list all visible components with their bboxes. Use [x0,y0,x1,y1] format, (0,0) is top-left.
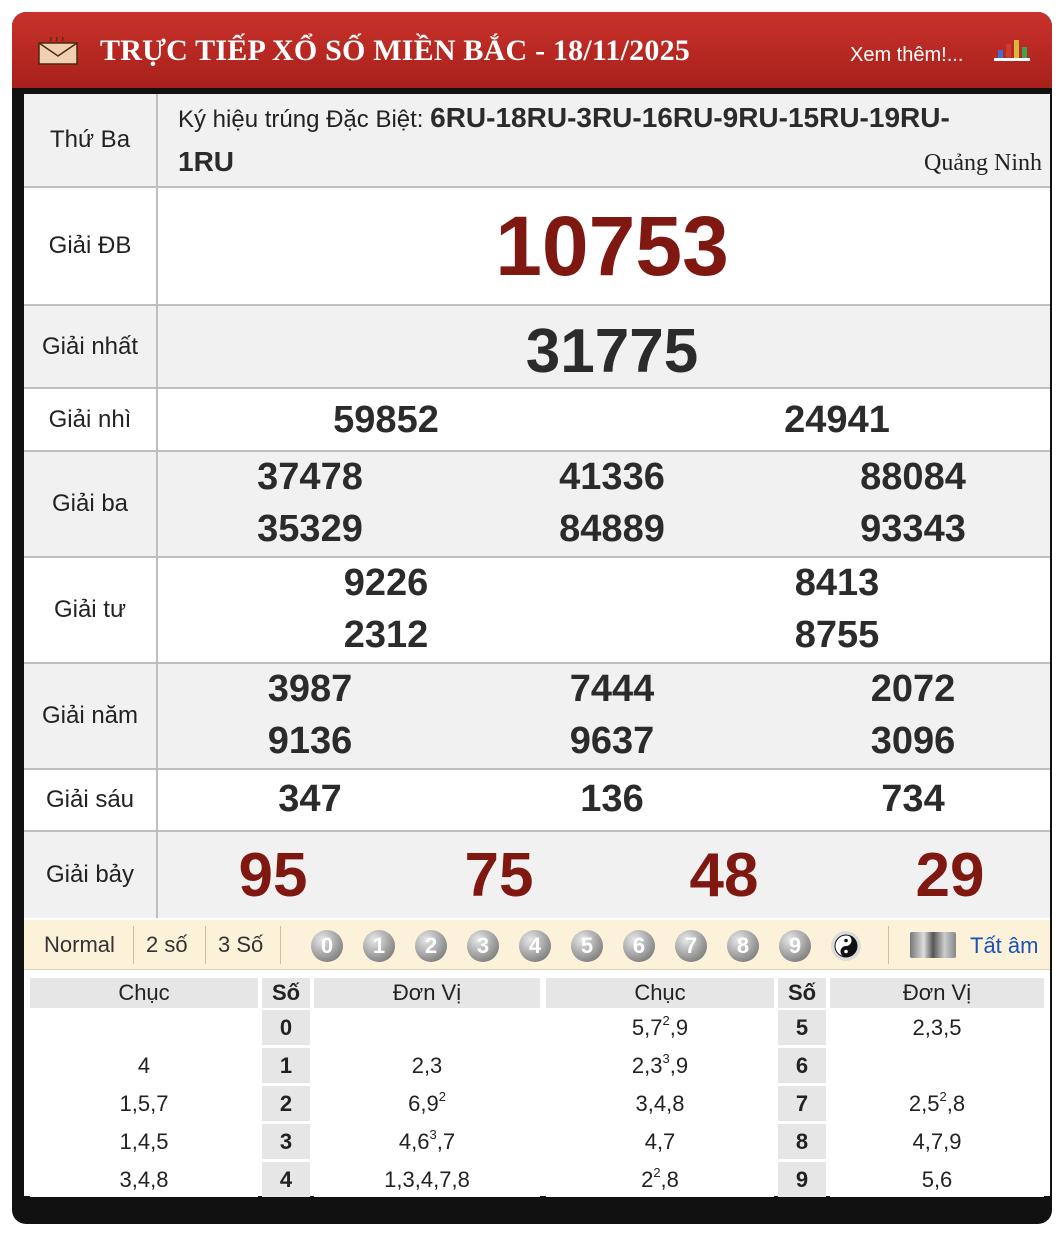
loto-donvi-cell: 2,3 [314,1048,540,1083]
col-header-chuc: Chục [30,978,258,1008]
prize-row-nhat [24,306,1050,389]
col-header-chuc: Chục [546,978,774,1008]
loto-donvi-cell: 6,9 $^2$ [314,1086,540,1121]
see-more-link[interactable]: Xem thêm!... [850,44,964,66]
filter-bar [24,920,1050,970]
loto-head-digit: 0 [262,1010,310,1045]
prize-number-db: 10753 [495,199,729,293]
prize-number-sau: 136 [580,778,644,820]
symbol-cell [160,94,1050,186]
prize-number-bay: 48 [689,841,759,910]
prize-number-ba: 41336 [559,456,665,498]
loto-chuc-cell: 4,7 [546,1124,774,1159]
digit-filter-button[interactable]: 6 [623,930,655,962]
loto-chuc-cell: 2 $^2$ ,8 [546,1162,774,1197]
symbol-line [178,102,950,134]
prize-row-tu [24,558,1050,664]
mode-2-digit-button[interactable]: 2 số [146,932,188,957]
loto-chuc-cell: 4 [30,1048,258,1083]
prize-number-bay: 29 [915,841,985,910]
yin-yang-icon[interactable] [830,930,862,962]
prize-number-sau: 347 [278,778,342,820]
prize-number-ba: 37478 [257,456,363,498]
prize-number-bay: 95 [238,841,308,910]
prize-number-bay: 75 [464,841,534,910]
prize-row-db [24,188,1050,306]
prize-row-nhi [24,389,1050,452]
digit-filter-button[interactable]: 8 [727,930,759,962]
col-header-donvi: Đơn Vị [830,978,1044,1008]
loto-donvi-cell: 2,3,5 [830,1010,1044,1045]
prize-number-nam: 9637 [569,720,655,762]
info-row [24,94,1050,188]
prize-number-nam: 7444 [569,668,655,710]
prize-number-ba: 84889 [559,508,665,550]
prize-label-sau: Giải sáu [24,770,158,830]
prize-number-tu: 2312 [343,614,429,656]
prize-label-tu: Giải tư [24,558,158,662]
prize-number-nhi: 59852 [333,399,439,441]
prize-number-nam: 9136 [267,720,353,762]
province-name: Quảng Ninh [924,150,1042,176]
prize-label-nam: Giải năm [24,664,158,768]
prize-label-ba: Giải ba [24,452,158,556]
prize-label-nhat: Giải nhất [24,306,158,387]
loto-chuc-cell: 5,7 $^2$ ,9 [546,1010,774,1045]
prize-number-tu: 8413 [794,562,880,604]
prize-number-nam: 3096 [870,720,956,762]
chart-icon[interactable] [992,36,1032,64]
loto-chuc-cell [30,1010,258,1045]
digit-filter-button[interactable]: 9 [779,930,811,962]
col-header-so: Số [262,978,310,1008]
mode-3-digit-button[interactable]: 3 Số [218,932,264,957]
mail-icon [38,37,78,65]
symbol-codes-2: 1RU [178,146,235,177]
lottery-widget [12,12,1052,1224]
loto-chuc-cell: 1,4,5 [30,1124,258,1159]
digit-filter-button[interactable]: 1 [363,930,395,962]
prize-row-nam [24,664,1050,770]
prize-row-sau [24,770,1050,832]
prize-label-nhi: Giải nhì [24,389,158,450]
weekday-label: Thứ Ba [24,94,158,186]
prize-label-bay: Giải bảy [24,832,158,918]
symbol-codes-1: 6RU-18RU-3RU-16RU-9RU-15RU-19RU- [430,102,950,133]
digit-filter-button[interactable]: 5 [571,930,603,962]
digit-filter-button[interactable]: 7 [675,930,707,962]
prize-number-tu: 8755 [794,614,880,656]
loto-donvi-cell [314,1010,540,1045]
prize-number-nam: 3987 [267,668,353,710]
prize-number-sau: 734 [881,778,945,820]
symbol-label: Ký hiệu trúng Đặc Biệt: [178,106,431,133]
widget-header [12,12,1052,88]
digit-filter-button[interactable]: 3 [467,930,499,962]
loto-donvi-cell: 1,3,4,7,8 [314,1162,540,1197]
prize-row-bay [24,832,1050,918]
loto-head-digit: 9 [778,1162,826,1197]
prize-number-nhi: 24941 [784,399,890,441]
loto-chuc-cell: 2,3 $^3$ ,9 [546,1048,774,1083]
prize-number-ba: 88084 [860,456,966,498]
prize-row-ba [24,452,1050,558]
prize-label-db: Giải ĐB [24,188,158,304]
loto-head-digit: 4 [262,1162,310,1197]
sound-icon[interactable] [910,932,956,958]
digit-filter-button[interactable]: 4 [519,930,551,962]
loto-chuc-cell: 1,5,7 [30,1086,258,1121]
mute-all-button[interactable]: Tất âm [970,933,1039,958]
col-header-donvi: Đơn Vị [314,978,540,1008]
prize-number-nhat: 31775 [525,317,699,386]
loto-chuc-cell: 3,4,8 [30,1162,258,1197]
digit-filter-button[interactable]: 2 [415,930,447,962]
loto-table-right [546,978,1052,1202]
loto-donvi-cell: 2,5 $^2$ ,8 [830,1086,1044,1121]
digit-filter-button[interactable]: 0 [311,930,343,962]
loto-head-digit: 5 [778,1010,826,1045]
loto-donvi-cell: 4,7,9 [830,1124,1044,1159]
loto-head-digit: 7 [778,1086,826,1121]
loto-donvi-cell [830,1048,1044,1083]
prize-number-ba: 93343 [860,508,966,550]
widget-title: TRỰC TIẾP XỔ SỐ MIỀN BẮC - 18/11/2025 [100,34,690,67]
mode-normal-button[interactable]: Normal [44,932,115,957]
loto-head-digit: 1 [262,1048,310,1083]
loto-donvi-cell: 4,6 $^3$ ,7 [314,1124,540,1159]
loto-head-digit: 8 [778,1124,826,1159]
loto-table-left [30,978,540,1202]
loto-head-digit: 3 [262,1124,310,1159]
loto-chuc-cell: 3,4,8 [546,1086,774,1121]
col-header-so: Số [778,978,826,1008]
prize-number-tu: 9226 [343,562,429,604]
loto-donvi-cell: 5,6 [830,1162,1044,1197]
prize-number-ba: 35329 [257,508,363,550]
loto-head-digit: 6 [778,1048,826,1083]
prize-number-nam: 2072 [870,668,956,710]
results-panel [24,94,1050,1196]
loto-head-digit: 2 [262,1086,310,1121]
